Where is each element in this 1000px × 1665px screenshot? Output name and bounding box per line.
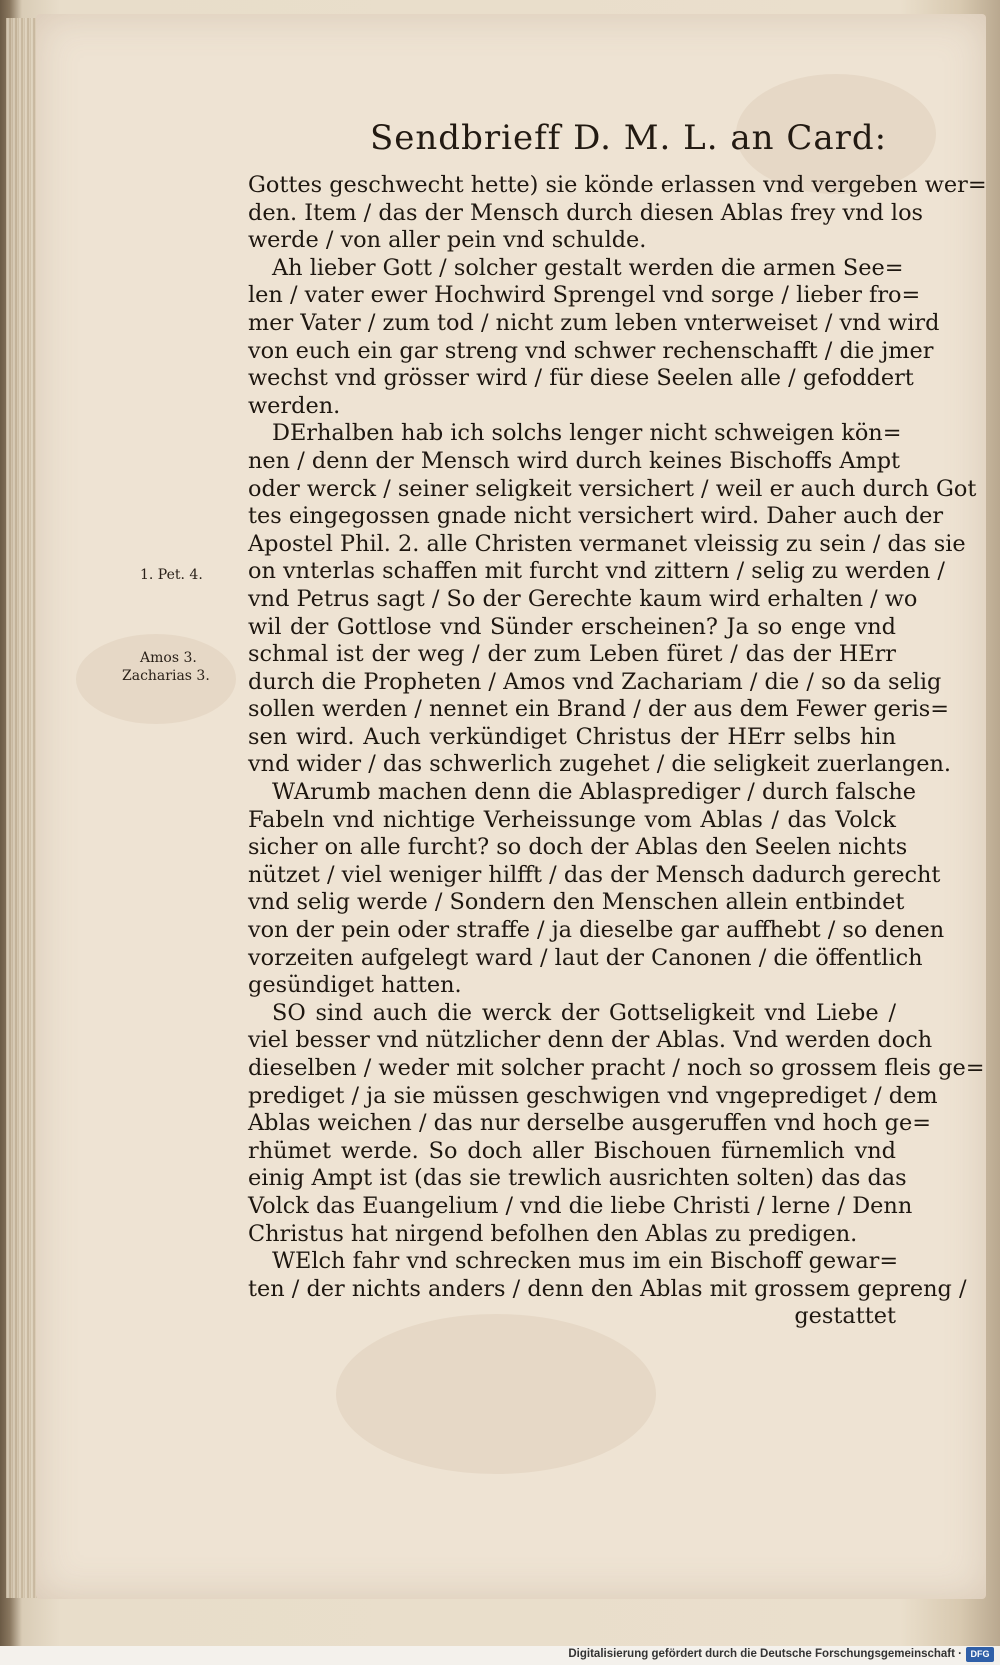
text-line: len / vater ewer Hochwird Sprengel vnd sorge / lieber fro= [248, 282, 921, 309]
text-line: vnd wider / das schwerlich zugehet / die seligkeit zuerlangen. [248, 751, 951, 778]
text-line: tes eingegossen gnade nicht versichert wird. Daher auch der [248, 503, 944, 530]
text-line: DErhalben hab ich solchs lenger nicht schweigen kön= [272, 420, 902, 447]
text-line: einig Ampt ist (das sie trewlich ausrichten solten) das das [248, 1165, 907, 1192]
paper-stain [336, 1314, 656, 1474]
margin-note-zacharias: Zacharias 3. [122, 668, 210, 684]
dfg-logo-icon: DFG [966, 1647, 994, 1662]
text-line: Ablas weichen / das nur derselbe ausgeruffen vnd hoch ge= [248, 1110, 931, 1137]
text-line: WArumb machen denn die Ablasprediger / durch falsche [272, 779, 916, 806]
text-line: dieselben / weder mit solcher pracht / noch so grossem fleis ge= [248, 1055, 985, 1081]
text-line: vnd selig werde / Sondern den Menschen allein entbindet [248, 889, 905, 916]
text-line: sen wird. Auch verkündiget Christus der HErr selbs hin [248, 723, 896, 750]
text-line: WElch fahr vnd schrecken mus im ein Bischoff gewar= [272, 1248, 899, 1275]
footer-bar [0, 1646, 1000, 1665]
text-line: rhümet werde. So doch aller Bischouen fürnemlich vnd [248, 1137, 896, 1164]
footer-credit: Digitalisierung gefördert durch die Deutsche Forschungsgemeinschaft · [568, 1648, 962, 1660]
text-line: Apostel Phil. 2. alle Christen vermanet vleissig zu sein / das sie [248, 530, 966, 557]
text-line: mer Vater / zum tod / nicht zum leben vnterweiset / vnd wird [248, 309, 940, 336]
text-line: von euch ein gar streng vnd schwer rechenschafft / die jmer [248, 337, 934, 364]
catchword: gestattet [794, 1303, 896, 1330]
text-line: wil der Gottlose vnd Sünder erscheinen? Ja so enge vnd [248, 613, 896, 640]
text-line: viel besser vnd nützlicher denn der Ablas. Vnd werden doch [248, 1027, 933, 1054]
text-line: on vnterlas schaffen mit furcht vnd zittern / selig zu werden / [248, 558, 945, 585]
running-header: Sendbrieff D. M. L. an Card: [370, 118, 888, 158]
text-line: werden. [248, 392, 341, 419]
text-line: ten / der nichts anders / denn den Ablas mit grossem gepreng / [248, 1275, 967, 1302]
text-line: von der pein oder straffe / ja dieselbe gar auffhebt / so denen [248, 917, 945, 944]
text-line: Ah lieber Gott / solcher gestalt werden die armen See= [272, 254, 904, 281]
margin-note-amos: Amos 3. [140, 650, 197, 666]
text-line: vorzeiten aufgelegt ward / laut der Canonen / die öffentlich [248, 944, 923, 971]
text-line: nützet / viel weniger hilfft / das der Mensch dadurch gerecht [248, 861, 941, 888]
text-line: nen / denn der Mensch wird durch keines Bischoffs Ampt [248, 447, 901, 474]
text-line: Fabeln vnd nichtige Verheissunge vom Ablas / das Volck [248, 806, 896, 833]
text-line: oder werck / seiner seligkeit versichert / weil er auch durch Got [248, 475, 977, 502]
text-line: werde / von aller pein vnd schulde. [248, 227, 647, 254]
text-line: schmal ist der weg / der zum Leben füret / das der HErr [248, 641, 896, 668]
text-line: vnd Petrus sagt / So der Gerechte kaum wird erhalten / wo [248, 585, 918, 612]
text-line: prediget / ja sie müssen geschwigen vnd vngeprediget / dem [248, 1082, 938, 1109]
margin-note-pet: 1. Pet. 4. [140, 567, 203, 583]
text-line: SO sind auch die werck der Gottseligkeit vnd Liebe / [272, 999, 896, 1026]
text-line: sicher on alle furcht? so doch der Ablas den Seelen nichts [248, 834, 908, 861]
text-line: durch die Propheten / Amos vnd Zachariam / die / so da selig [248, 668, 942, 695]
text-line: wechst vnd grösser wird / für diese Seelen alle / gefoddert [248, 365, 914, 392]
text-line: Volck das Euangelium / vnd die liebe Christi / lerne / Denn [248, 1192, 913, 1219]
text-line: den. Item / das der Mensch durch diesen Ablas frey vnd los [248, 199, 924, 226]
body-text [248, 172, 987, 1331]
text-line: Christus hat nirgend befolhen den Ablas zu predigen. [248, 1220, 858, 1247]
text-line: Gottes geschwecht hette) sie könde erlassen vnd vergeben wer= [248, 172, 987, 198]
text-line: sollen werden / nennet ein Brand / der aus dem Fewer geris= [248, 696, 950, 723]
text-line: gesündiget hatten. [248, 972, 462, 999]
